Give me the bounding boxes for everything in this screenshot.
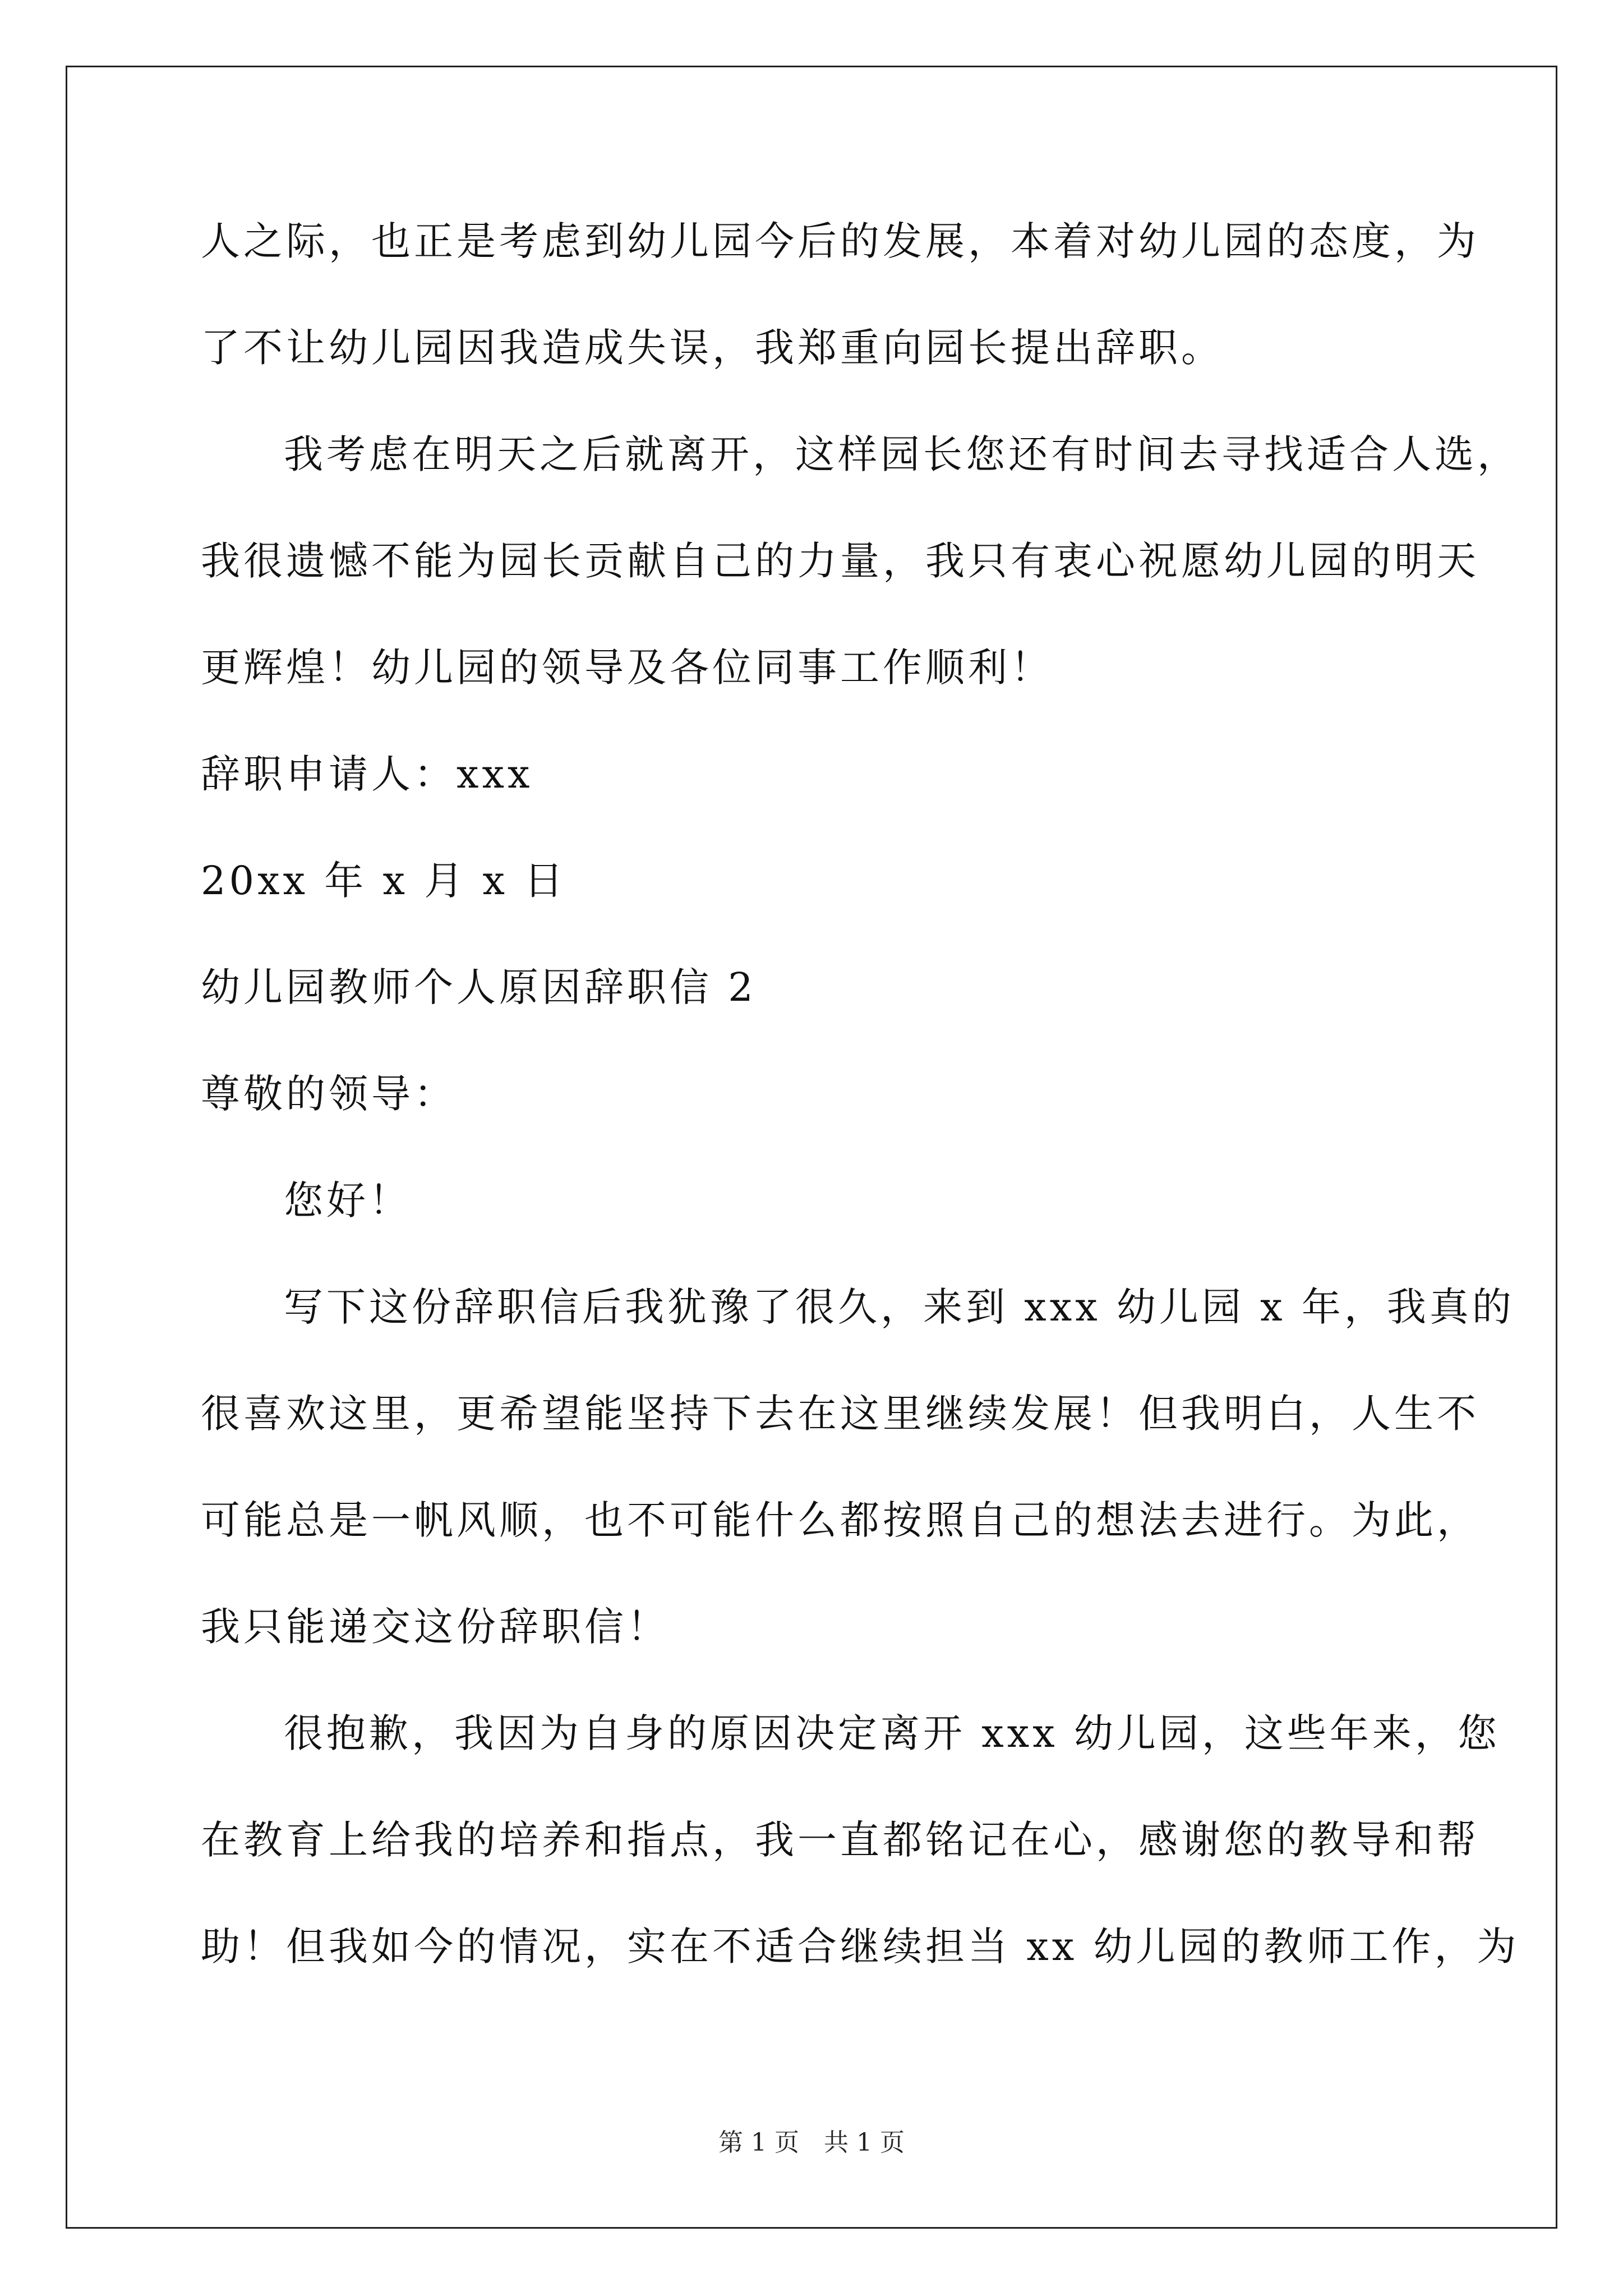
section-title: 幼儿园教师个人原因辞职信 2: [201, 964, 757, 1010]
signature-line: 辞职申请人：xxx: [201, 751, 533, 797]
date-line: 20xx 年 x 月 x 日: [201, 858, 567, 904]
text-line: 助！但我如今的情况，实在不适合继续担当 xx 幼儿园的教师工作，为: [201, 1924, 1520, 1970]
page-number: 第 1 页 共 1 页: [718, 2128, 905, 2157]
text-line: 很喜欢这里，更希望能坚持下去在这里继续发展！但我明白，人生不: [201, 1391, 1479, 1437]
salutation: 尊敬的领导：: [201, 1071, 457, 1117]
greeting: 您好！: [284, 1177, 412, 1223]
text-line: 我考虑在明天之后就离开，这样园长您还有时间去寻找适合人选，: [284, 431, 1520, 477]
text-line: 可能总是一帆风顺，也不可能什么都按照自己的想法去进行。为此，: [201, 1497, 1479, 1543]
text-line: 写下这份辞职信后我犹豫了很久，来到 xxx 幼儿园 x 年，我真的: [284, 1284, 1515, 1330]
page-border: [66, 66, 1557, 2229]
text-line: 我很遗憾不能为园长贡献自己的力量，我只有衷心祝愿幼儿园的明天: [201, 538, 1479, 584]
text-line: 很抱歉，我因为自身的原因决定离开 xxx 幼儿园，这些年来，您: [284, 1710, 1500, 1756]
text-line: 更辉煌！幼儿园的领导及各位同事工作顺利！: [201, 645, 1053, 691]
text-line: 了不让幼儿园因我造成失误，我郑重向园长提出辞职。: [201, 325, 1224, 371]
text-line: 在教育上给我的培养和指点，我一直都铭记在心，感谢您的教导和帮: [201, 1817, 1479, 1863]
text-line: 我只能递交这份辞职信！: [201, 1604, 670, 1650]
text-line: 人之际，也正是考虑到幼儿园今后的发展，本着对幼儿园的态度，为: [201, 218, 1479, 264]
